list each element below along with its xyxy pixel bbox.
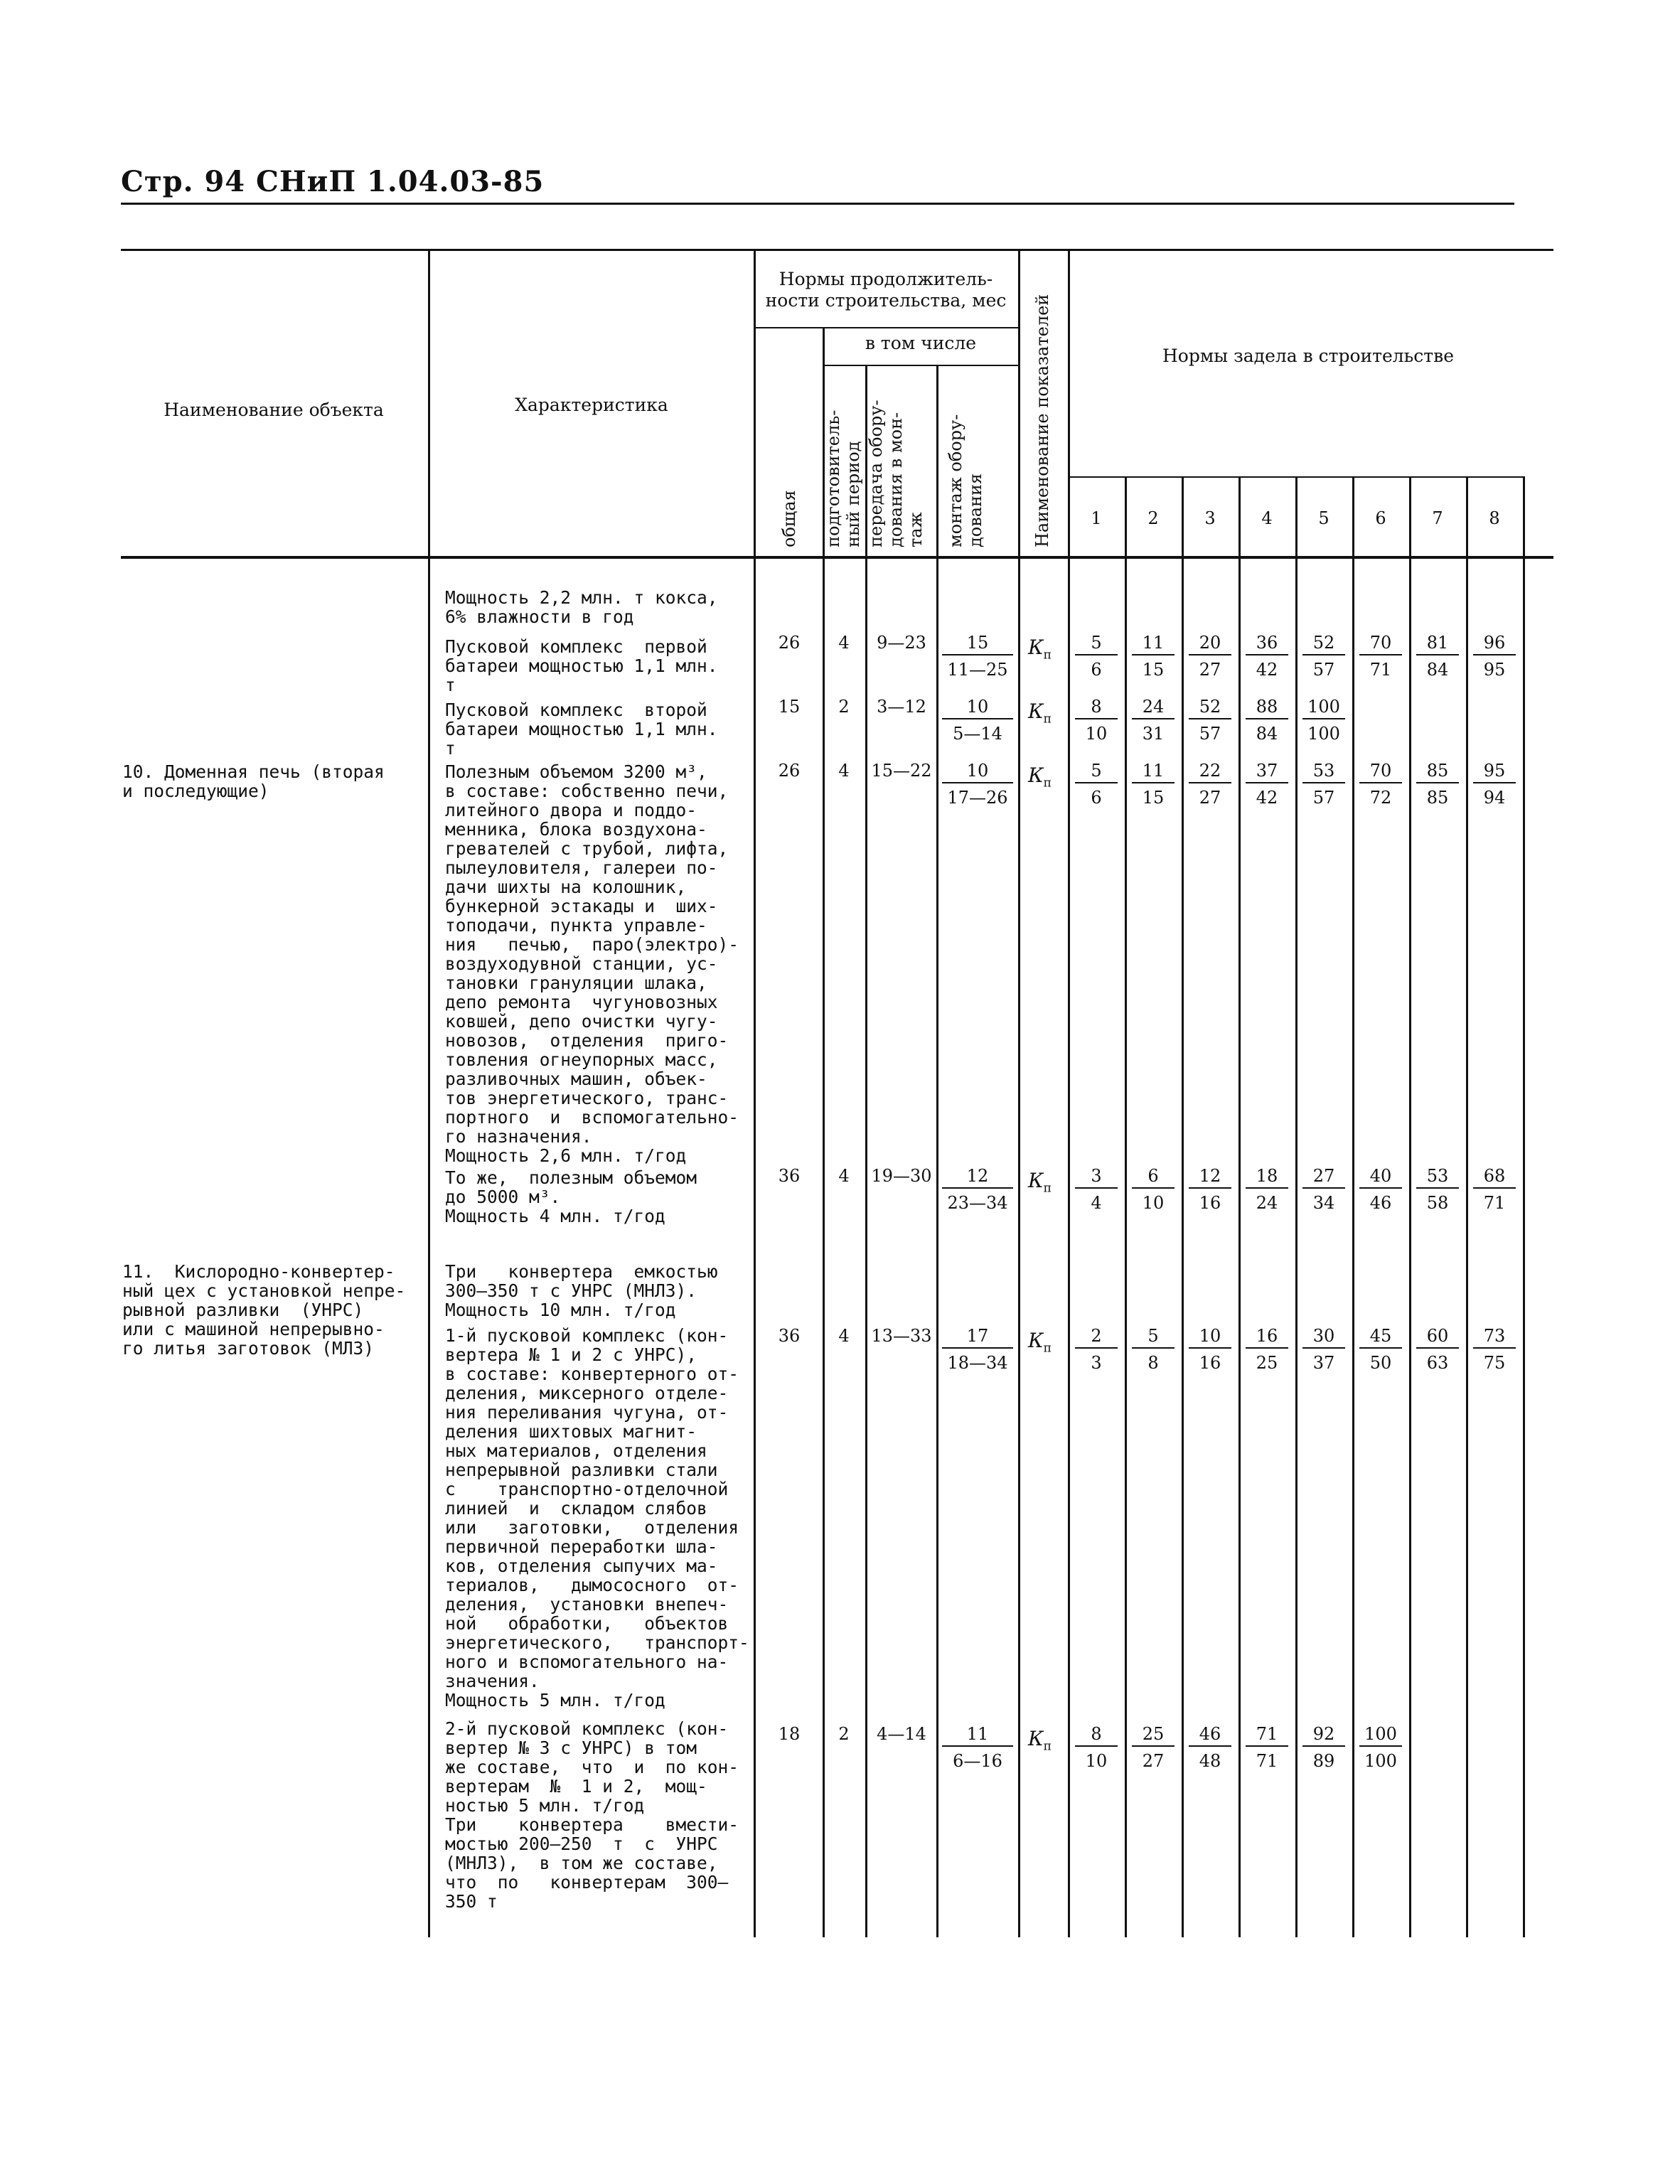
backlog-value-top: 2 [1075, 1324, 1118, 1349]
object-name: 11. Кислородно-конвертер- ный цех с установкой непре- рывной разливки (УНРС) или с машиной непрерывно- го литья заготовок (МЛЗ) [122, 1261, 406, 1359]
backlog-value [1416, 759, 1459, 806]
header-rule [1068, 476, 1523, 478]
col-divider [936, 366, 938, 1937]
backlog-value [1132, 759, 1175, 806]
duration-transfer: 9—23 [877, 633, 926, 653]
backlog-value-top: 52 [1189, 695, 1231, 719]
backlog-value-top: 12 [1189, 1165, 1231, 1189]
col-divider [1068, 249, 1070, 1937]
duration-prep: 2 [838, 697, 850, 717]
header-rule [121, 203, 1514, 205]
backlog-value-top: 95 [1473, 759, 1516, 783]
backlog-value-bottom: 10 [1085, 1751, 1108, 1771]
backlog-value-bottom: 10 [1085, 724, 1108, 744]
duration-install [942, 695, 1013, 742]
col-header-characteristic: Характеристика [515, 395, 668, 415]
indicator-kp: $К_п$ [1028, 636, 1052, 663]
backlog-value [1359, 759, 1402, 806]
duration-install [942, 759, 1013, 806]
duration-install-top: 11 [942, 1723, 1013, 1747]
backlog-value-top: 100 [1359, 1723, 1402, 1747]
backlog-value-bottom: 16 [1199, 1353, 1221, 1373]
backlog-value-bottom: 100 [1364, 1751, 1397, 1771]
backlog-value-bottom: 15 [1142, 660, 1165, 680]
backlog-value-top: 5 [1132, 1324, 1175, 1349]
indicator-kp: $К_п$ [1028, 764, 1052, 791]
backlog-value-top: 53 [1302, 759, 1345, 783]
duration-transfer: 19—30 [871, 1166, 932, 1186]
backlog-value-bottom: 24 [1256, 1193, 1278, 1213]
backlog-value-bottom: 27 [1199, 660, 1221, 680]
col-divider [428, 249, 430, 1937]
backlog-value-bottom: 4 [1091, 1193, 1102, 1213]
col-divider [1018, 249, 1020, 1937]
duration-transfer: 13—33 [871, 1326, 932, 1346]
backlog-value-top: 22 [1189, 759, 1231, 783]
col-divider [823, 327, 825, 1937]
backlog-value-bottom: 57 [1312, 788, 1335, 808]
backlog-value [1302, 695, 1345, 742]
backlog-value-top: 73 [1473, 1324, 1516, 1349]
backlog-value [1359, 1723, 1402, 1770]
backlog-value-bottom: 57 [1199, 724, 1221, 744]
backlog-value [1302, 759, 1345, 806]
backlog-value-bottom: 71 [1256, 1751, 1278, 1771]
backlog-value-bottom: 27 [1142, 1751, 1165, 1771]
backlog-value-top: 3 [1075, 1165, 1118, 1189]
characteristic-text: Пусковой комплекс второй батареи мощностью 1,1 млн. т [445, 700, 718, 759]
backlog-value-top: 5 [1075, 759, 1118, 783]
backlog-value [1075, 1324, 1118, 1371]
backlog-value [1189, 1723, 1231, 1770]
backlog-value-top: 92 [1302, 1723, 1345, 1747]
backlog-value [1302, 1324, 1345, 1371]
month-number: 1 [1091, 508, 1102, 528]
backlog-value-bottom: 84 [1256, 724, 1278, 744]
backlog-value-bottom: 6 [1091, 788, 1102, 808]
header-rule [754, 327, 1018, 328]
header-rule [823, 365, 1018, 366]
backlog-value-bottom: 100 [1307, 724, 1340, 744]
duration-install-top: 10 [942, 695, 1013, 719]
backlog-value [1359, 631, 1402, 678]
backlog-value [1075, 1723, 1118, 1770]
col-header-norms-duration: Нормы продолжитель- ности строительства, мес [765, 269, 1007, 311]
col-header-backlog: Нормы задела в строительстве [1162, 346, 1454, 366]
backlog-value-top: 52 [1302, 631, 1345, 655]
duration-install-top: 17 [942, 1324, 1013, 1349]
indicator-kp-subscript: п [1043, 1341, 1052, 1356]
backlog-value [1189, 1324, 1231, 1371]
duration-total: 26 [778, 633, 801, 653]
duration-total: 18 [778, 1724, 801, 1744]
backlog-value-bottom: 72 [1369, 788, 1392, 808]
table-top-rule [121, 249, 1553, 251]
backlog-value [1075, 631, 1118, 678]
backlog-value-top: 45 [1359, 1324, 1402, 1349]
duration-install-bottom: 6—16 [953, 1751, 1002, 1771]
backlog-value-top: 10 [1189, 1324, 1231, 1349]
backlog-value-top: 96 [1473, 631, 1516, 655]
backlog-value-top: 5 [1075, 631, 1118, 655]
col-header-object: Наименование объекта [164, 400, 384, 420]
backlog-value-bottom: 34 [1312, 1193, 1335, 1213]
backlog-value [1416, 631, 1459, 678]
col-header-transfer: передача обору- дования в мон- таж [866, 400, 926, 547]
backlog-value-top: 68 [1473, 1165, 1516, 1189]
backlog-value [1246, 631, 1288, 678]
duration-total: 26 [778, 761, 801, 781]
col-divider [1182, 476, 1184, 1937]
col-divider [1352, 476, 1354, 1937]
duration-transfer: 4—14 [877, 1724, 926, 1744]
backlog-value-top: 40 [1359, 1165, 1402, 1189]
duration-install-top: 15 [942, 631, 1013, 655]
backlog-value-bottom: 8 [1147, 1353, 1159, 1373]
backlog-value [1189, 695, 1231, 742]
col-header-including: в том числе [865, 333, 977, 353]
indicator-kp-subscript: п [1043, 1181, 1052, 1196]
backlog-value [1189, 759, 1231, 806]
backlog-value-bottom: 95 [1483, 660, 1506, 680]
object-name: 10. Доменная печь (вторая и последующие) [122, 761, 385, 801]
characteristic-text: Три конвертера вмести- мостью 200—250 т с УНРС (МНЛЗ), в том же составе, что по конвертерам 300— 350 т [445, 1814, 739, 1912]
duration-install-bottom: 23—34 [947, 1193, 1008, 1213]
col-header-prep: подготовитель- ный период [823, 410, 863, 547]
backlog-value-bottom: 84 [1426, 660, 1449, 680]
indicator-kp-subscript: п [1043, 712, 1052, 727]
backlog-value-top: 36 [1246, 631, 1288, 655]
indicator-kp-subscript: п [1043, 776, 1052, 791]
backlog-value-bottom: 10 [1142, 1193, 1165, 1213]
backlog-value-bottom: 63 [1426, 1353, 1449, 1373]
indicator-kp: $К_п$ [1028, 700, 1052, 727]
backlog-value-top: 71 [1246, 1723, 1288, 1747]
backlog-value [1246, 1165, 1288, 1211]
backlog-value-bottom: 71 [1483, 1193, 1506, 1213]
backlog-value [1132, 1723, 1175, 1770]
indicator-kp-subscript: п [1043, 1739, 1052, 1754]
backlog-value [1246, 695, 1288, 742]
backlog-value-top: 70 [1359, 759, 1402, 783]
backlog-value-top: 11 [1132, 759, 1175, 783]
backlog-value-top: 24 [1132, 695, 1175, 719]
duration-install-bottom: 18—34 [947, 1353, 1008, 1373]
backlog-value [1473, 631, 1516, 678]
backlog-value [1189, 1165, 1231, 1211]
backlog-value [1302, 1723, 1345, 1770]
backlog-value-top: 30 [1302, 1324, 1345, 1349]
backlog-value [1473, 759, 1516, 806]
backlog-value-top: 100 [1302, 695, 1345, 719]
duration-install-bottom: 5—14 [953, 724, 1002, 744]
backlog-value [1132, 695, 1175, 742]
backlog-value [1359, 1165, 1402, 1211]
backlog-value [1246, 1723, 1288, 1770]
characteristic-text: 2-й пусковой комплекс (кон- вертер № 3 с УНРС) в том же составе, что и по кон- вертерам № 1 и 2, мощ- ностью 5 млн. т/год [445, 1718, 739, 1816]
duration-prep: 4 [838, 1326, 850, 1346]
backlog-value [1075, 695, 1118, 742]
backlog-value-bottom: 27 [1199, 788, 1221, 808]
backlog-value-top: 6 [1132, 1165, 1175, 1189]
backlog-value-bottom: 42 [1256, 788, 1278, 808]
indicator-kp-subscript: п [1043, 648, 1052, 663]
duration-install-top: 10 [942, 759, 1013, 783]
backlog-value [1075, 1165, 1118, 1211]
backlog-value-top: 11 [1132, 631, 1175, 655]
characteristic-text: Пусковой комплекс первой батареи мощностью 1,1 млн. т [445, 636, 718, 695]
backlog-value-bottom: 94 [1483, 788, 1506, 808]
col-divider [1409, 476, 1411, 1937]
backlog-value-top: 25 [1132, 1723, 1175, 1747]
backlog-value-top: 18 [1246, 1165, 1288, 1189]
backlog-value-bottom: 75 [1483, 1353, 1506, 1373]
backlog-value-bottom: 3 [1091, 1353, 1102, 1373]
col-divider [1295, 476, 1298, 1937]
backlog-value-top: 85 [1416, 759, 1459, 783]
backlog-value [1302, 1165, 1345, 1211]
backlog-value-top: 16 [1246, 1324, 1288, 1349]
duration-install [942, 631, 1013, 678]
duration-prep: 4 [838, 633, 850, 653]
backlog-value [1302, 631, 1345, 678]
characteristic-text: Мощность 2,2 млн. т кокса, 6% влажности в год [445, 587, 718, 627]
col-divider [1466, 476, 1468, 1937]
duration-install [942, 1324, 1013, 1371]
characteristic-text: Три конвертера емкостью 300—350 т с УНРС (МНЛЗ). Мощность 10 млн. т/год [445, 1261, 718, 1320]
duration-install [942, 1723, 1013, 1770]
month-number: 8 [1489, 508, 1500, 528]
duration-prep: 4 [838, 761, 850, 781]
backlog-value-top: 53 [1416, 1165, 1459, 1189]
backlog-value [1246, 759, 1288, 806]
col-header-total: общая [779, 490, 799, 547]
backlog-value-bottom: 48 [1199, 1751, 1221, 1771]
duration-transfer: 3—12 [877, 697, 926, 717]
col-divider [754, 249, 756, 1937]
col-divider [1523, 476, 1525, 1937]
col-header-indicator: Наименование показателей [1032, 294, 1052, 547]
month-number: 7 [1432, 508, 1443, 528]
duration-install-bottom: 11—25 [947, 660, 1008, 680]
backlog-value-top: 46 [1189, 1723, 1231, 1747]
backlog-value [1132, 631, 1175, 678]
duration-transfer: 15—22 [871, 761, 932, 781]
backlog-value-bottom: 31 [1142, 724, 1165, 744]
backlog-value-bottom: 57 [1312, 660, 1335, 680]
month-number: 2 [1147, 508, 1159, 528]
duration-prep: 2 [838, 1724, 850, 1744]
backlog-value-top: 27 [1302, 1165, 1345, 1189]
duration-total: 15 [778, 697, 801, 717]
backlog-value [1189, 631, 1231, 678]
backlog-value-bottom: 50 [1369, 1353, 1392, 1373]
backlog-value-top: 70 [1359, 631, 1402, 655]
indicator-kp: $К_п$ [1028, 1727, 1052, 1754]
col-divider [865, 366, 867, 1937]
duration-total: 36 [778, 1166, 801, 1186]
backlog-value [1359, 1324, 1402, 1371]
col-divider [1238, 476, 1241, 1937]
backlog-value-bottom: 42 [1256, 660, 1278, 680]
page-header: Стр. 94 СНиП 1.04.03-85 [121, 165, 545, 198]
backlog-value-bottom: 25 [1256, 1353, 1278, 1373]
duration-install [942, 1165, 1013, 1211]
backlog-value [1075, 759, 1118, 806]
duration-install-top: 12 [942, 1165, 1013, 1189]
indicator-kp: $К_п$ [1028, 1329, 1052, 1356]
backlog-value-top: 88 [1246, 695, 1288, 719]
backlog-value [1473, 1165, 1516, 1211]
backlog-value-bottom: 85 [1426, 788, 1449, 808]
characteristic-text: То же, полезным объемом до 5000 м³. Мощность 4 млн. т/год [445, 1167, 697, 1226]
backlog-value [1416, 1165, 1459, 1211]
backlog-value [1132, 1324, 1175, 1371]
backlog-value-bottom: 71 [1369, 660, 1392, 680]
backlog-value-bottom: 46 [1369, 1193, 1392, 1213]
backlog-value-top: 8 [1075, 1723, 1118, 1747]
col-divider [1125, 476, 1127, 1937]
backlog-value-top: 8 [1075, 695, 1118, 719]
backlog-value [1416, 1324, 1459, 1371]
backlog-value-bottom: 89 [1312, 1751, 1335, 1771]
characteristic-text: 1-й пусковой комплекс (кон- вертера № 1 и 2 с УНРС), в составе: конвертерного от- деления, миксерного отделе- ния переливания чугуна, от- деления шихтовых магнит- ных материалов, отделения непрерывной разливки стали с транспортно-отделочной линией и складом слябов или заготовки, отделения первичной переработки шла- ков, отделения сыпучих ма- териалов, дымососного от- деления, установки внепеч- ной обработки, объектов энергетического, транспорт- ного и вспомогательного на- значения. Мощность 5 млн. т/год [445, 1325, 749, 1711]
backlog-value-top: 37 [1246, 759, 1288, 783]
backlog-value-bottom: 58 [1426, 1193, 1449, 1213]
month-number: 4 [1261, 508, 1273, 528]
backlog-value-bottom: 16 [1199, 1193, 1221, 1213]
backlog-value [1246, 1324, 1288, 1371]
backlog-value-bottom: 37 [1312, 1353, 1335, 1373]
characteristic-text: Полезным объемом 3200 м³, в составе: собственно печи, литейного двора и поддо- менника, блока воздухона- гревателей с трубой, лифта, пылеуловителя, галереи по- дачи шихты на колошник, бункерной эстакады и ших- топодачи, пункта управле- ния печью, паро(электро)- воздуходувной станции, ус- тановки грануляции шлака, депо ремонта чугуновозных ковшей, депо очистки чугу- новозов, отделения приго- товления огнеупорных масс, разливочных машин, объек- тов энергетического, транс- портного и вспомогательно- го назначения. Мощность 2,6 млн. т/год [445, 761, 739, 1166]
indicator-kp: $К_п$ [1028, 1169, 1052, 1196]
backlog-value-top: 20 [1189, 631, 1231, 655]
col-header-install: монтаж обору- дования [946, 414, 985, 547]
backlog-value-bottom: 15 [1142, 788, 1165, 808]
duration-install-bottom: 17—26 [947, 788, 1008, 808]
duration-total: 36 [778, 1326, 801, 1346]
backlog-value-bottom: 6 [1091, 660, 1102, 680]
month-number: 3 [1204, 508, 1216, 528]
backlog-value-top: 81 [1416, 631, 1459, 655]
month-number: 6 [1375, 508, 1386, 528]
table-header-bottom-rule [121, 556, 1553, 559]
month-number: 5 [1318, 508, 1329, 528]
backlog-value [1473, 1324, 1516, 1371]
backlog-value [1132, 1165, 1175, 1211]
duration-prep: 4 [838, 1166, 850, 1186]
backlog-value-top: 60 [1416, 1324, 1459, 1349]
